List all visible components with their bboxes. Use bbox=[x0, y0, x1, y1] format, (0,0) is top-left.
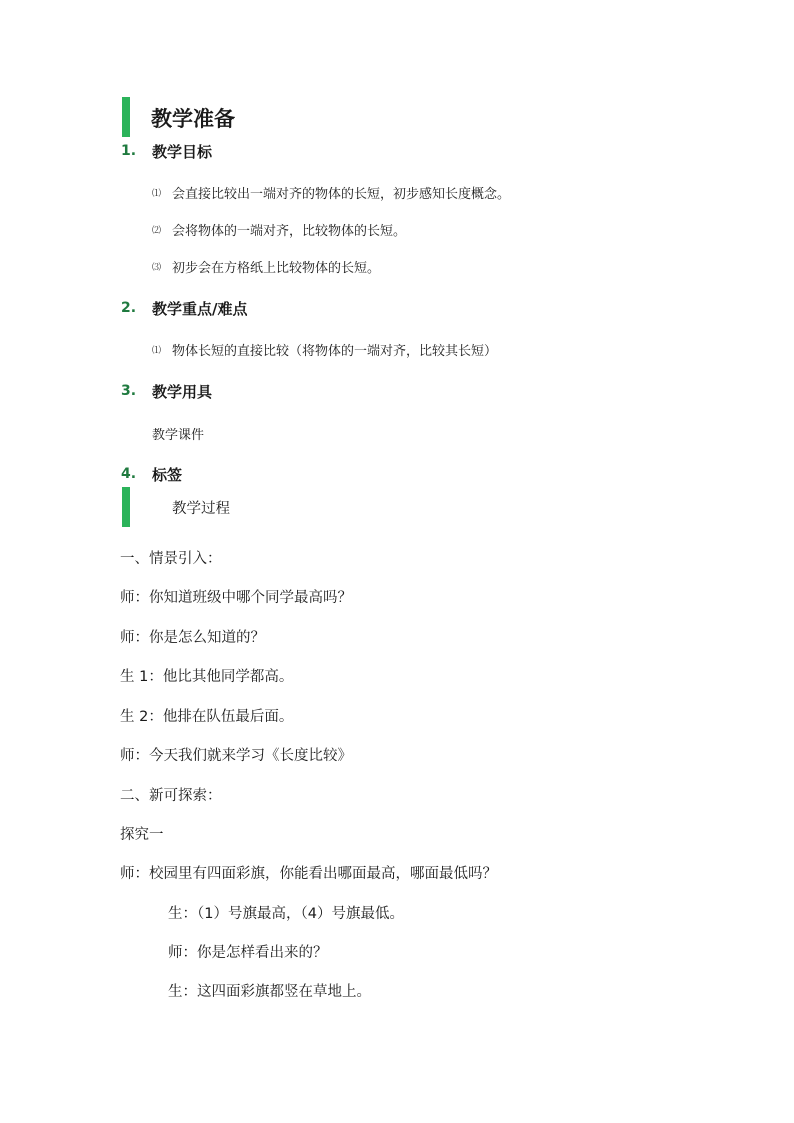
point-text: 会将物体的一端对齐，比较物体的长短。 bbox=[172, 224, 407, 239]
paragraph: 师：你是怎么知道的？ bbox=[120, 630, 265, 646]
point-text: 物体长短的直接比较（将物体的一端对齐，比较其长短） bbox=[172, 344, 498, 359]
item-title: 教学重点/难点 bbox=[152, 300, 248, 318]
paragraph: 生 2：他排在队伍最后面。 bbox=[120, 709, 294, 725]
point-marker: ⑵ bbox=[152, 226, 162, 236]
item-number: 3. bbox=[121, 383, 137, 399]
point-text: 初步会在方格纸上比较物体的长短。 bbox=[172, 261, 381, 276]
indented-paragraph: 生：这四面彩旗都竖在草地上。 bbox=[168, 984, 371, 1000]
point-marker: ⑴ bbox=[152, 346, 162, 356]
point-marker: ⑶ bbox=[152, 263, 162, 273]
indented-paragraph: 师：你是怎样看出来的？ bbox=[168, 945, 328, 961]
paragraph: 师：今天我们就来学习《长度比较》 bbox=[120, 748, 352, 764]
indented-paragraph: 生：（1）号旗最高，（4）号旗最低。 bbox=[168, 906, 404, 922]
item-number: 4. bbox=[121, 466, 137, 482]
item-number: 2. bbox=[121, 300, 137, 316]
item-body-text: 教学课件 bbox=[152, 428, 205, 443]
point-marker: ⑴ bbox=[152, 189, 162, 199]
item-title: 教学目标 bbox=[152, 143, 213, 161]
section-accent-bar bbox=[122, 487, 130, 527]
section-title: 教学准备 bbox=[151, 107, 235, 131]
item-title: 标签 bbox=[152, 466, 183, 484]
paragraph: 师：校园里有四面彩旗，你能看出哪面最高，哪面最低吗？ bbox=[120, 866, 497, 882]
paragraph: 探究一 bbox=[120, 827, 164, 843]
paragraph: 师：你知道班级中哪个同学最高吗？ bbox=[120, 590, 352, 606]
section-accent-bar bbox=[122, 97, 130, 137]
section-title: 教学过程 bbox=[172, 501, 230, 517]
item-title: 教学用具 bbox=[152, 383, 213, 401]
paragraph: 一、情景引入： bbox=[120, 551, 222, 567]
item-number: 1. bbox=[121, 143, 137, 159]
point-text: 会直接比较出一端对齐的物体的长短，初步感知长度概念。 bbox=[172, 187, 511, 202]
paragraph: 二、新可探索： bbox=[120, 788, 222, 804]
paragraph: 生 1：他比其他同学都高。 bbox=[120, 669, 294, 685]
